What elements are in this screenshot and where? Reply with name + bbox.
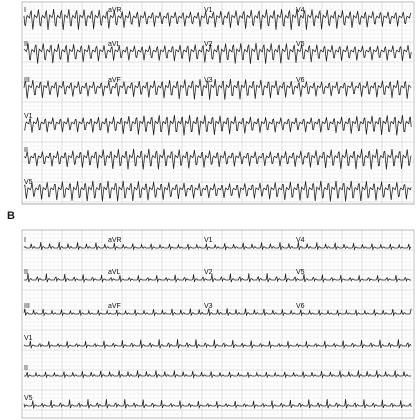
lead-label: aVR — [108, 237, 122, 244]
panel-label-b: B — [7, 210, 15, 222]
lead-label: V6 — [296, 77, 305, 84]
ecg-panel-b — [0, 228, 420, 420]
ecg-grid — [22, 2, 414, 204]
lead-label: II — [24, 365, 28, 372]
ecg-grid — [22, 230, 414, 418]
lead-label: I — [24, 7, 26, 14]
lead-label: V3 — [204, 77, 213, 84]
lead-label: II — [24, 269, 28, 276]
lead-label: aVF — [108, 303, 121, 310]
lead-label: V2 — [204, 269, 213, 276]
lead-label: aVF — [108, 77, 121, 84]
lead-label: V5 — [296, 269, 305, 276]
lead-label: II — [24, 147, 28, 154]
lead-label: V1 — [24, 113, 33, 120]
lead-label: V1 — [24, 335, 33, 342]
lead-label: aVL — [108, 269, 121, 276]
lead-label: V4 — [296, 237, 305, 244]
lead-label: V3 — [204, 303, 213, 310]
ecg-panel-a — [0, 0, 420, 206]
lead-label: V1 — [204, 237, 213, 244]
lead-label: aVL — [108, 41, 121, 48]
lead-label: aVR — [108, 7, 122, 14]
lead-label: V5 — [24, 179, 33, 186]
lead-label: V4 — [296, 7, 305, 14]
lead-label: V6 — [296, 303, 305, 310]
lead-label: III — [24, 303, 30, 310]
lead-label: V1 — [204, 7, 213, 14]
lead-label: III — [24, 77, 30, 84]
lead-label: V5 — [296, 41, 305, 48]
lead-label: V5 — [24, 395, 33, 402]
lead-label: V2 — [204, 41, 213, 48]
lead-label: II — [24, 41, 28, 48]
lead-label: I — [24, 237, 26, 244]
